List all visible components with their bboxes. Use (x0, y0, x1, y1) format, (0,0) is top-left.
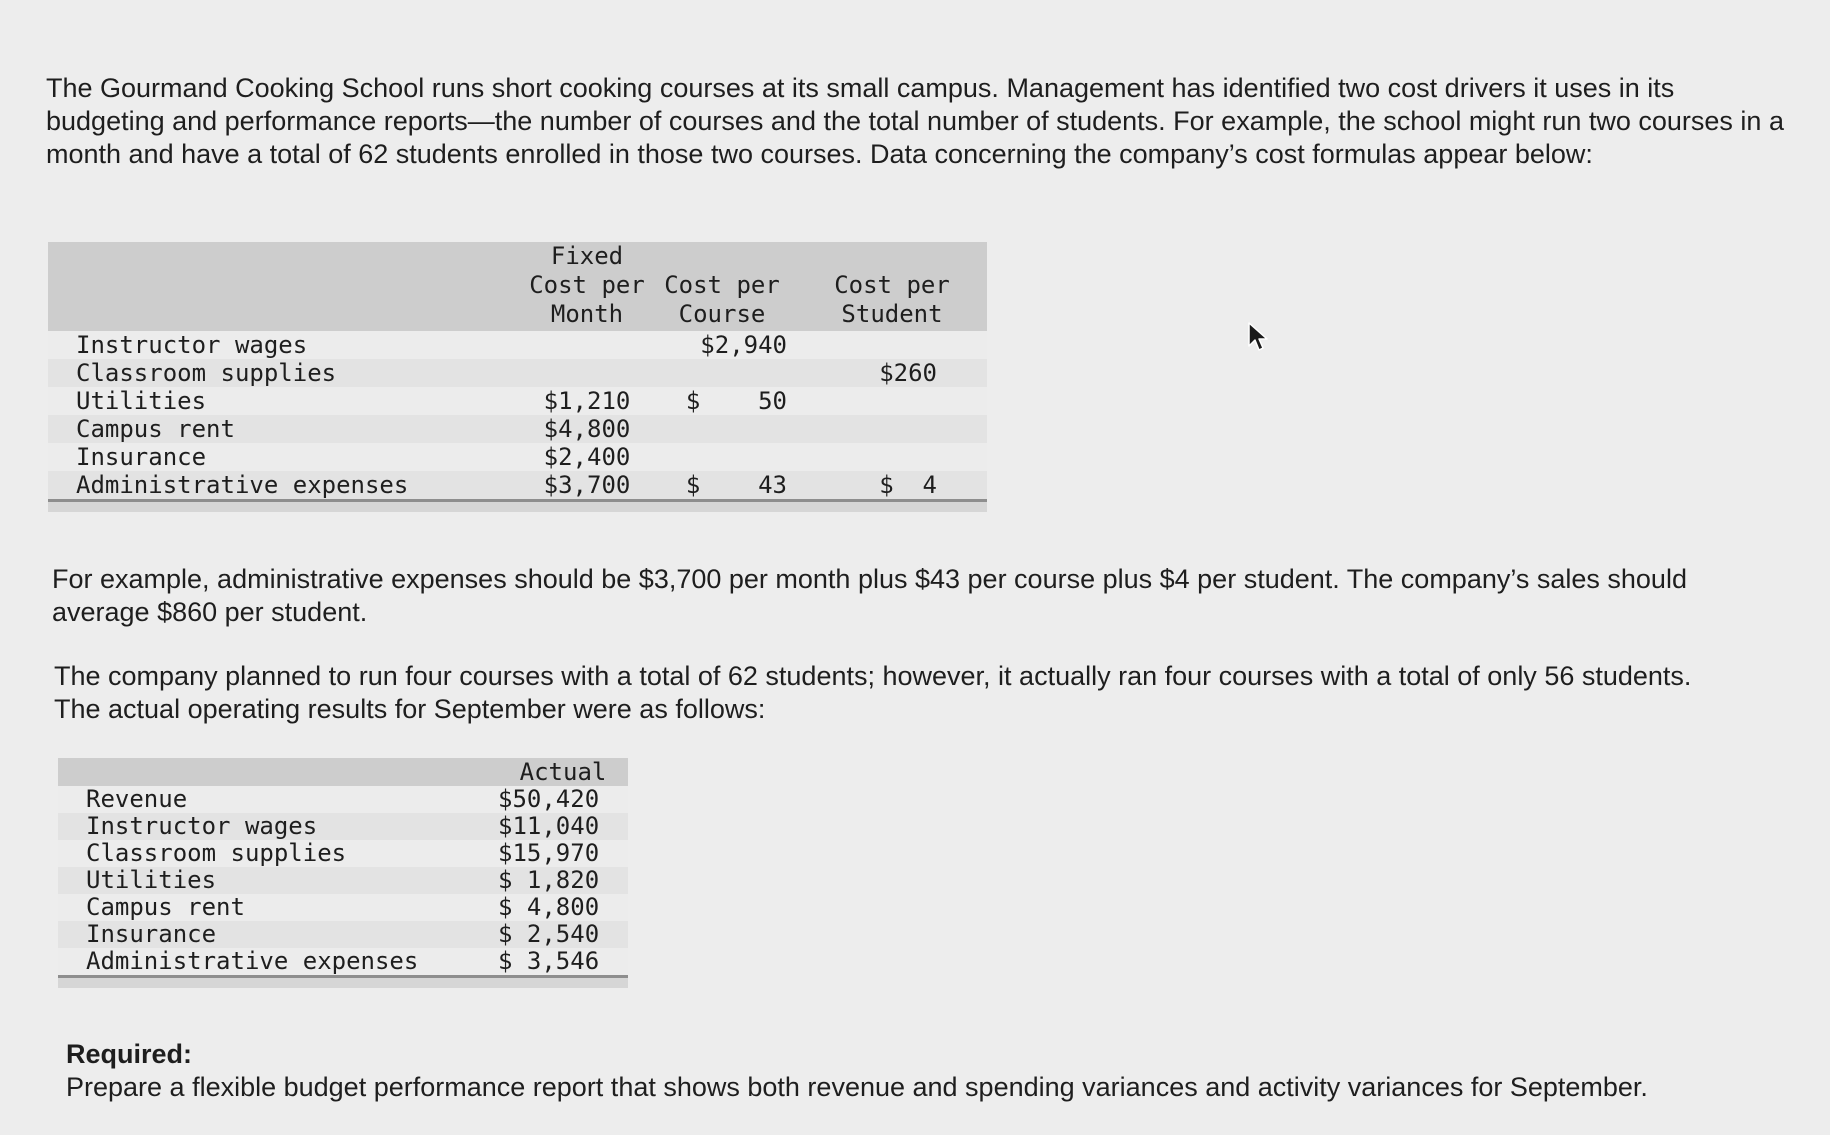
table-row (48, 331, 987, 359)
actual-value-cell: $ 4,800 (498, 893, 600, 921)
table-row (48, 387, 987, 415)
table-row (58, 894, 628, 921)
required-section (66, 1038, 1766, 1104)
row-label: Insurance (86, 920, 217, 948)
row-label: Classroom supplies (86, 839, 347, 867)
fixed-cost-cell (521, 331, 647, 359)
actual-table-header-blank (58, 758, 496, 786)
required-text: Prepare a flexible budget performance report that shows both revenue and spending variances and activity variances for September. (66, 1072, 1648, 1102)
table-row (58, 840, 628, 867)
header-cost-per-student: Cost per Student (834, 271, 950, 328)
cost-table-header-row (48, 242, 987, 331)
row-label: Insurance (76, 443, 207, 471)
header-fixed-cost-per-month: Fixed Cost per Month (529, 242, 645, 328)
course-cost-cell: $ 43 (685, 471, 787, 499)
row-label: Campus rent (76, 415, 235, 443)
student-cost-cell (797, 331, 987, 359)
table-row (48, 443, 987, 471)
student-cost-cell (797, 415, 987, 443)
course-cost-cell (647, 359, 797, 387)
table-row (58, 921, 628, 948)
row-label: Campus rent (86, 893, 245, 921)
row-label: Utilities (76, 387, 207, 415)
table-row (58, 786, 628, 813)
example-paragraph: For example, administrative expenses should be $3,700 per month plus $43 per course plus $4 per student. The company’s sales should average $860 per student. (52, 564, 1687, 627)
actual-value-cell: $50,420 (498, 785, 600, 813)
header-cost-per-course: Cost per Course (664, 271, 780, 328)
fixed-cost-cell: $2,400 (543, 443, 631, 471)
intro-paragraph: The Gourmand Cooking School runs short cooking courses at its small campus. Management has identified two cost drivers it uses in its budgeting and performance reports—the number of courses and the total number of students. For example, the school might run two courses in a month and have a total of 62 students enrolled in those two courses. Data concerning the company’s cost formulas appear below: (46, 73, 1784, 169)
planned-paragraph: The company planned to run four courses with a total of 62 students; however, it actually ran four courses with a total of only 56 students. The actual operating results for September were as follows: (54, 661, 1692, 724)
actual-results-table (58, 758, 628, 988)
header-actual: Actual (519, 758, 607, 786)
actual-value-cell: $15,970 (498, 839, 600, 867)
course-cost-cell: $ 50 (685, 387, 787, 415)
table-row (58, 813, 628, 840)
student-cost-cell: $ 4 (879, 471, 937, 499)
table-footer-rule (48, 501, 987, 513)
row-label: Instructor wages (86, 812, 318, 840)
student-cost-cell: $260 (879, 359, 937, 387)
row-label: Administrative expenses (86, 947, 419, 975)
actual-value-cell: $ 1,820 (498, 866, 600, 894)
cost-table-header-blank (48, 242, 521, 331)
fixed-cost-cell: $1,210 (543, 387, 631, 415)
table-row (48, 471, 987, 501)
row-label: Classroom supplies (76, 359, 337, 387)
cursor-arrow-icon (1247, 322, 1269, 354)
fixed-cost-cell: $3,700 (543, 471, 631, 499)
fixed-cost-cell (521, 359, 647, 387)
table-row (58, 948, 628, 977)
table-row (48, 415, 987, 443)
student-cost-cell (797, 387, 987, 415)
course-cost-cell (647, 443, 797, 471)
actual-value-cell: $11,040 (498, 812, 600, 840)
fixed-cost-cell: $4,800 (543, 415, 631, 443)
row-label: Utilities (86, 866, 217, 894)
row-label: Instructor wages (76, 331, 308, 359)
row-label: Revenue (86, 785, 188, 813)
actual-value-cell: $ 3,546 (498, 947, 600, 975)
course-cost-cell (647, 415, 797, 443)
table-row (48, 359, 987, 387)
actual-table-header-row (58, 758, 628, 786)
actual-value-cell: $ 2,540 (498, 920, 600, 948)
table-row (58, 867, 628, 894)
required-heading: Required: (66, 1039, 193, 1069)
cost-formula-table (48, 242, 987, 512)
course-cost-cell: $2,940 (700, 331, 787, 359)
student-cost-cell (797, 443, 987, 471)
table-footer-rule (58, 977, 628, 989)
row-label: Administrative expenses (76, 471, 409, 499)
